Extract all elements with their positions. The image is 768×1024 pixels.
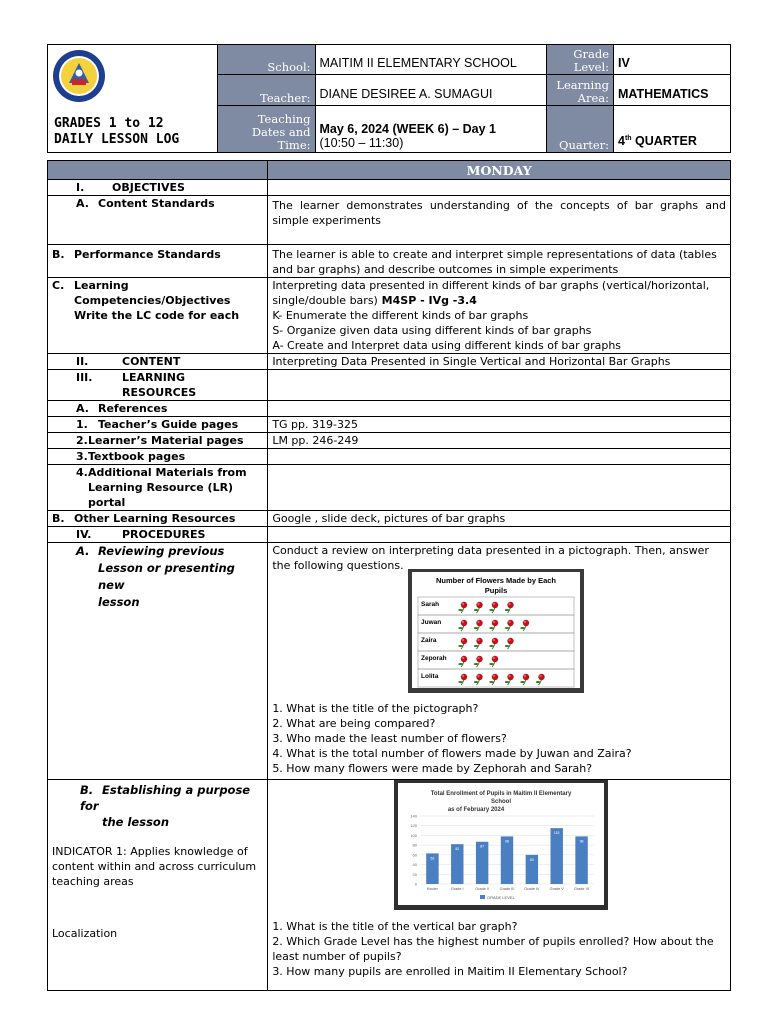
- review-intro: Conduct a review on interpreting data presented in a pictograph. Then, answer the following questions.: [272, 544, 709, 572]
- chart-data-label: 87: [480, 844, 485, 849]
- indicator-text: INDICATOR 1: Applies knowledge of content within and across curriculum teaching areas: [52, 845, 257, 888]
- chart-x-tick: Grade V: [549, 887, 565, 891]
- purpose-label-cell: B. Establishing a purpose for the lesson INDICATOR 1: Applies knowledge of content within and across curriculum teaching areas Localization: [48, 780, 268, 991]
- purpose-row: [48, 780, 731, 991]
- chart-data-label: 98: [579, 839, 584, 844]
- competencies-label: C. Learning Competencies/Objectives Write the LC code for each: [48, 278, 268, 354]
- quarter-word: QUARTER: [631, 134, 697, 148]
- learning-area-value: MATHEMATICS: [614, 74, 731, 106]
- objectives-row: [48, 180, 731, 196]
- header-logo-cell: [48, 45, 218, 153]
- chart-x-tick: Grade VI: [574, 887, 590, 891]
- competencies-row: [48, 278, 731, 354]
- chart-bar: [576, 836, 588, 884]
- learning-area-label: Learning Area:: [547, 74, 614, 106]
- teaching-time: (10:50 – 11:30): [319, 136, 404, 150]
- content-row: [48, 354, 731, 370]
- content-standards-row: [48, 196, 731, 245]
- procedures-label: IV. PROCEDURES: [48, 527, 268, 543]
- pictograph-title-2: Pupils: [485, 586, 508, 595]
- chart-data-label: 63: [430, 856, 435, 861]
- pictograph-row-name: Lolita: [421, 673, 439, 680]
- chart-y-tick: 60: [412, 852, 418, 858]
- review-question: 3. Who made the least number of flowers?: [272, 732, 507, 745]
- teachers-guide-label: 1. Teacher’s Guide pages: [48, 417, 268, 433]
- review-question: 1. What is the title of the pictograph?: [272, 702, 479, 715]
- chart-bar: [501, 836, 513, 884]
- review-content: [268, 543, 731, 780]
- lesson-table: [47, 160, 731, 991]
- teaching-dates-value: [315, 106, 547, 153]
- legend-swatch: [480, 895, 485, 899]
- learners-material-label: 2.Learner’s Material pages: [48, 433, 268, 449]
- purpose-question: 1. What is the title of the vertical bar graph?: [272, 920, 518, 933]
- review-label: A. Reviewing previous Lesson or presenting new lesson: [48, 543, 268, 780]
- purpose-question: 2. Which Grade Level has the highest number of pupils enrolled? How about the least number of pupils?: [272, 935, 714, 963]
- chart-y-tick: 80: [412, 842, 418, 848]
- other-resources-text: Google , slide deck, pictures of bar graphs: [268, 511, 731, 527]
- content-label: II. CONTENT: [48, 354, 268, 370]
- teacher-label: Teacher:: [217, 74, 315, 106]
- header-table: [47, 44, 731, 153]
- school-label: School:: [217, 45, 315, 75]
- chart-x-tick: Kinder: [427, 887, 439, 891]
- deped-seal-icon: [52, 49, 106, 103]
- teaching-dates-label: Teaching Dates and Time:: [217, 106, 315, 153]
- grade-level-value: IV: [614, 45, 731, 75]
- references-label: A. References: [48, 401, 268, 417]
- references-row: [48, 401, 731, 417]
- chart-data-label: 98: [505, 839, 510, 844]
- content-standards-text: The learner demonstrates understanding of the concepts of bar graphs and simple experiments: [268, 196, 731, 245]
- pictograph-row-name: Zeporah: [421, 655, 447, 662]
- teaching-date: May 6, 2024 (WEEK 6) – Day 1: [319, 122, 496, 136]
- review-question: 4. What is the total number of flowers made by Juwan and Zaira?: [272, 747, 632, 760]
- competencies-text: Interpreting data presented in different kinds of bar graphs (vertical/horizontal, single/double bars) M4SP - IVg -3.4 K- Enumerate the different kinds of bar graphs S- Organize given data using different kinds of bar graphs A- Create and Interpret data using different kinds of bar graphs: [268, 278, 731, 354]
- chart-y-tick: 0: [415, 881, 418, 887]
- content-text: Interpreting Data Presented in Single Vertical and Horizontal Bar Graphs: [268, 354, 731, 370]
- purpose-content: [268, 780, 731, 991]
- school-value: MAITIM II ELEMENTARY SCHOOL: [315, 45, 547, 75]
- localization-text: Localization: [52, 927, 118, 940]
- additional-materials-label: 4.Additional Materials from Learning Resource (LR) portal: [48, 465, 268, 511]
- chart-y-tick: 100: [410, 832, 418, 838]
- chart-y-tick: 40: [412, 862, 418, 868]
- chart-title-1: Total Enrollment of Pupils in Maitim II Elementary: [431, 791, 572, 797]
- chart-y-tick: 20: [412, 871, 418, 877]
- grades-title: GRADES 1 to 12: [54, 116, 164, 131]
- quarter-number: 4: [618, 134, 625, 148]
- chart-y-tick: 120: [410, 823, 418, 829]
- day-header: MONDAY: [268, 161, 731, 180]
- objectives-label: I. OBJECTIVES: [48, 180, 268, 196]
- chart-x-tick: Grade III: [499, 887, 515, 891]
- chart-data-label: 115: [554, 831, 560, 836]
- review-questions: [272, 701, 726, 776]
- pictograph-row-name: Sarah: [421, 601, 440, 608]
- textbook-label: 3.Textbook pages: [48, 449, 268, 465]
- chart-data-label: 82: [455, 847, 460, 852]
- pictograph-title-1: Number of Flowers Made by Each: [436, 576, 557, 585]
- learners-material-text: LM pp. 246-249: [268, 433, 731, 449]
- quarter-suffix: th: [624, 134, 632, 142]
- learners-material-row: [48, 433, 731, 449]
- content-standards-label: A. Content Standards: [48, 196, 268, 245]
- performance-standards-text: The learner is able to create and interpret simple representations of data (tables and bar graphs) and describe outcomes in simple experiments: [268, 245, 731, 278]
- day-header-blank: [48, 161, 268, 180]
- textbook-row: [48, 449, 731, 465]
- enrollment-bar-chart: [394, 780, 608, 910]
- chart-title-3: as of February 2024: [448, 807, 505, 813]
- quarter-label: Quarter:: [547, 106, 614, 153]
- resources-label: III. LEARNING RESOURCES: [48, 370, 268, 401]
- legend-label: GRADE LEVEL: [487, 895, 516, 900]
- performance-standards-row: [48, 245, 731, 278]
- review-question: 2. What are being compared?: [272, 717, 436, 730]
- additional-materials-row: [48, 465, 731, 511]
- dll-title: DAILY LESSON LOG: [54, 132, 180, 147]
- grade-level-label: Grade Level:: [547, 45, 614, 75]
- pictograph-row-name: Zaira: [421, 637, 437, 644]
- day-header-row: [48, 161, 731, 180]
- chart-data-label: 60: [530, 857, 535, 862]
- chart-x-tick: Grade I: [451, 887, 464, 891]
- resources-row: [48, 370, 731, 401]
- chart-title-2: School: [491, 799, 512, 805]
- teachers-guide-row: [48, 417, 731, 433]
- chart-x-tick: Grade II: [475, 887, 490, 891]
- teacher-value: DIANE DESIREE A. SUMAGUI: [315, 74, 547, 106]
- chart-y-tick: 140: [410, 813, 418, 819]
- other-resources-label: B. Other Learning Resources: [48, 511, 268, 527]
- pictograph-image: [408, 569, 584, 693]
- pictograph-row-name: Juwan: [421, 619, 442, 626]
- review-question: 5. How many flowers were made by Zephorah and Sarah?: [272, 762, 593, 775]
- quarter-value: [614, 106, 731, 153]
- procedures-row: [48, 527, 731, 543]
- purpose-question: 3. How many pupils are enrolled in Maitim II Elementary School?: [272, 965, 628, 978]
- teachers-guide-text: TG pp. 319-325: [268, 417, 731, 433]
- purpose-questions: [272, 919, 726, 979]
- chart-x-tick: Grade IV: [524, 887, 540, 891]
- performance-standards-label: B. Performance Standards: [48, 245, 268, 278]
- chart-bar: [551, 828, 563, 884]
- other-resources-row: [48, 511, 731, 527]
- review-row: [48, 543, 731, 780]
